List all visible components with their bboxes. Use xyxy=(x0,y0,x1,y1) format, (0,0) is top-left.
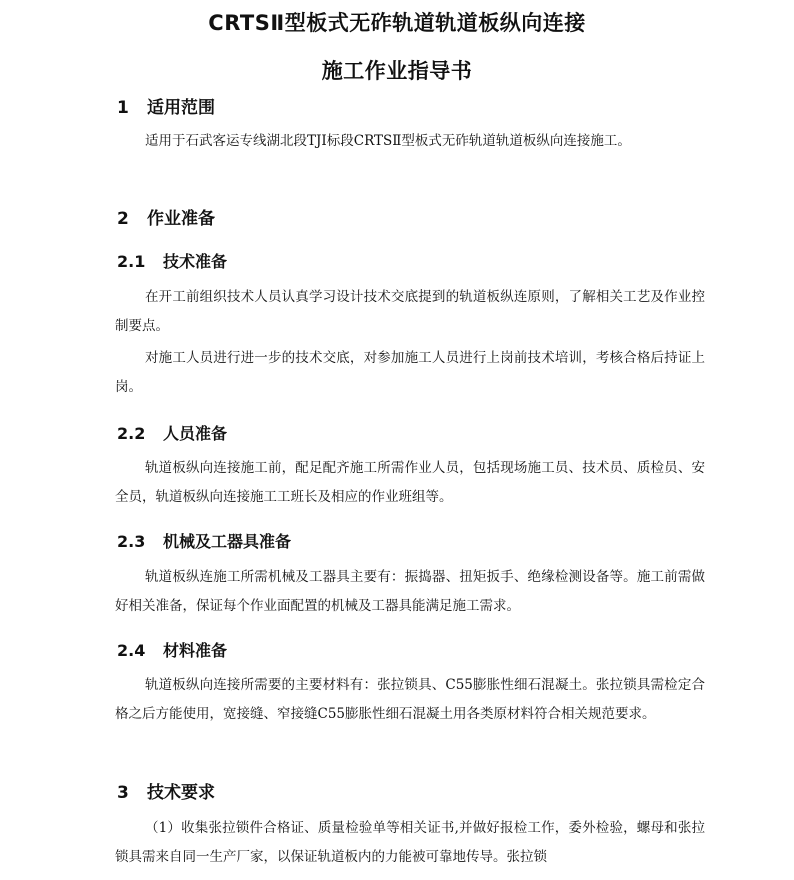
paragraph-scope: 适用于石武客运专线湖北段TJⅠ标段CRTSⅡ型板式无砟轨道轨道板纵向连接施工。 xyxy=(145,133,631,149)
paragraph-technical-1: 在开工前组织技术人员认真学习设计技术交底提到的轨道板纵连原则，了解相关工艺及作业控制要点。 xyxy=(115,289,705,334)
subsection-number: 2.1 xyxy=(117,252,146,271)
section-title: 技术要求 xyxy=(147,783,215,803)
document-title-line-2: 施工作业指导书 xyxy=(321,59,473,83)
section-title: 作业准备 xyxy=(147,209,215,229)
section-heading-2 xyxy=(117,204,215,229)
subsection-number: 2.2 xyxy=(117,424,146,443)
subsection-heading-2-4 xyxy=(117,638,227,661)
document-title-line-1: CRTSⅡ型板式无砟轨道轨道板纵向连接 xyxy=(208,11,586,35)
paragraph-technical-2: 对施工人员进行进一步的技术交底，对参加施工人员进行上岗前技术培训，考核合格后持证上岗。 xyxy=(115,350,705,395)
paragraph-materials: 轨道板纵向连接所需要的主要材料有：张拉锁具、C55膨胀性细石混凝土。张拉锁具需检定合格之后方能使用，宽接缝、窄接缝C55膨胀性细石混凝土用各类原材料符合相关规范要求。 xyxy=(115,677,705,722)
subsection-title: 材料准备 xyxy=(163,641,228,660)
section-heading-1 xyxy=(117,93,215,118)
section-heading-3 xyxy=(117,778,215,803)
subsection-title: 人员准备 xyxy=(163,424,228,443)
section-number: 1 xyxy=(117,98,129,118)
subsection-number: 2.3 xyxy=(117,532,146,551)
section-number: 2 xyxy=(117,209,129,229)
paragraph-requirements-1: （1）收集张拉锁件合格证、质量检验单等相关证书,并做好报检工作，委外检验，螺母和张拉锁具需来自同一生产厂家，以保证轨道板内的力能被可靠地传导。张拉锁 xyxy=(115,820,705,865)
paragraph-equipment: 轨道板纵连施工所需机械及工器具主要有：振捣器、扭矩扳手、绝缘检测设备等。施工前需做好相关准备，保证每个作业面配置的机械及工器具能满足施工需求。 xyxy=(115,569,705,614)
subsection-heading-2-1 xyxy=(117,249,227,272)
subsection-heading-2-2 xyxy=(117,421,227,444)
section-title: 适用范围 xyxy=(147,98,215,118)
paragraph-personnel: 轨道板纵向连接施工前，配足配齐施工所需作业人员，包括现场施工员、技术员、质检员、安全员，轨道板纵向连接施工工班长及相应的作业班组等。 xyxy=(115,460,705,505)
subsection-title: 技术准备 xyxy=(163,252,228,271)
subsection-heading-2-3 xyxy=(117,529,291,552)
section-number: 3 xyxy=(117,783,129,803)
subsection-number: 2.4 xyxy=(117,641,146,660)
subsection-title: 机械及工器具准备 xyxy=(163,532,292,551)
